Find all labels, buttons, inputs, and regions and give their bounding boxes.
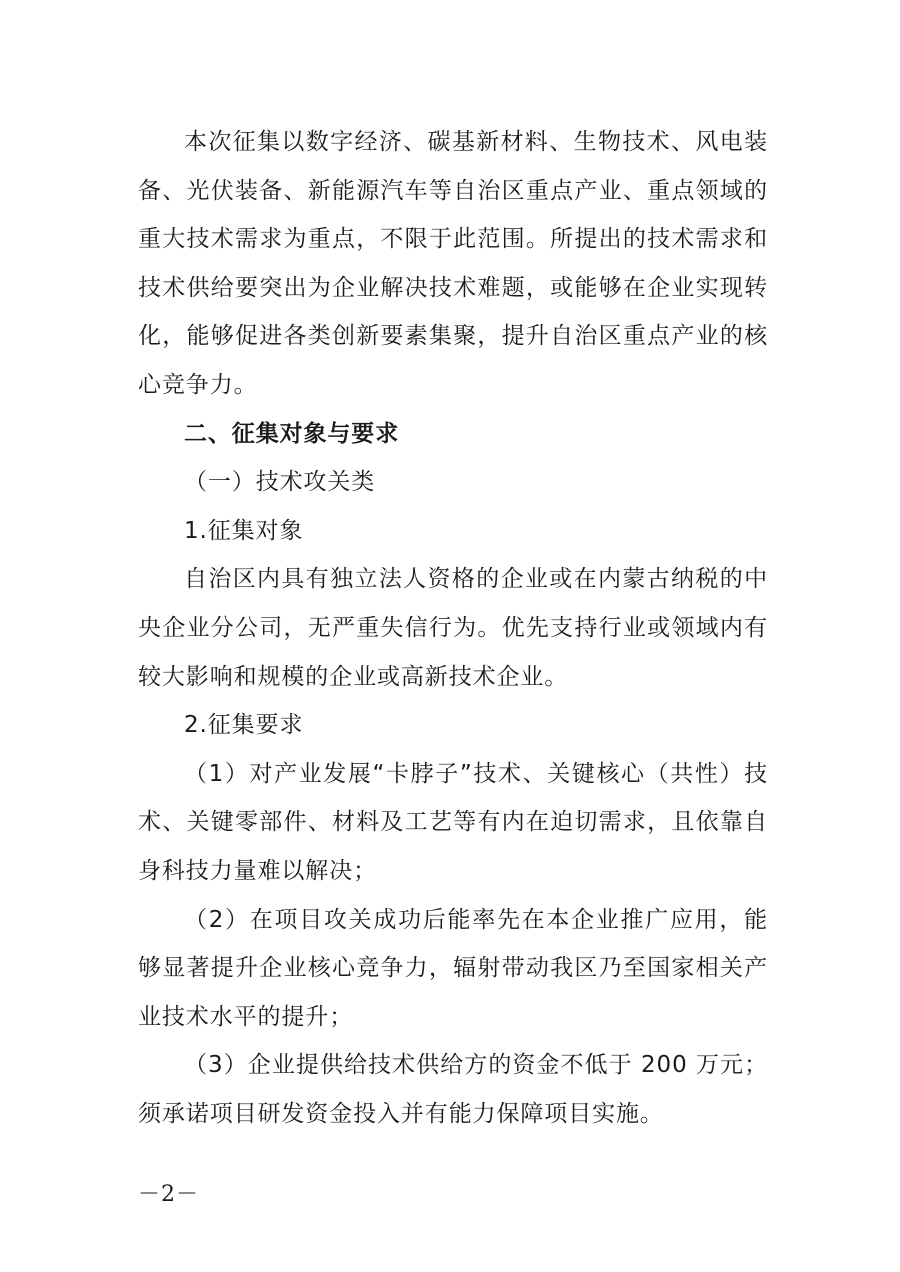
subsection-heading-tech-breakthrough: （一）技术攻关类 bbox=[184, 469, 376, 496]
item-heading-collection-requirements: 2.征集要求 bbox=[184, 712, 304, 739]
paragraph-eligible-entities: 自治区内具有独立法人资格的企业或在内蒙古纳税的中央企业分公司，无严重失信行为。优先支持行业或领域内有较大影响和规模的企业或高新技术企业。 bbox=[138, 566, 768, 690]
page-number: －2－ bbox=[138, 1182, 199, 1207]
requirement-item-1: （1）对产业发展“卡脖子”技术、关键核心（共性）技术、关键零部件、材料及工艺等有内在迫切需求，且依靠自身科技力量难以解决； bbox=[138, 760, 768, 884]
requirement-item-2: （2）在项目攻关成功后能率先在本企业推广应用，能够显著提升企业核心竞争力，辐射带动我区乃至国家相关产业技术水平的提升； bbox=[138, 906, 768, 1030]
requirement-item-3: （3）企业提供给技术供给方的资金不低于 200 万元；须承诺项目研发资金投入并有能力保障项目实施。 bbox=[138, 1052, 768, 1127]
item-heading-collection-targets: 1.征集对象 bbox=[184, 517, 304, 544]
document-body bbox=[138, 118, 768, 1138]
paragraph-scope: 本次征集以数字经济、碳基新材料、生物技术、风电装备、光伏装备、新能源汽车等自治区重点产业、重点领域的重大技术需求为重点，不限于此范围。所提出的技术需求和技术供给要突出为企业解决技术难题，或能够在企业实现转化，能够促进各类创新要素集聚，提升自治区重点产业的核心竞争力。 bbox=[138, 129, 768, 398]
section-heading-targets-requirements: 二、征集对象与要求 bbox=[184, 420, 400, 447]
